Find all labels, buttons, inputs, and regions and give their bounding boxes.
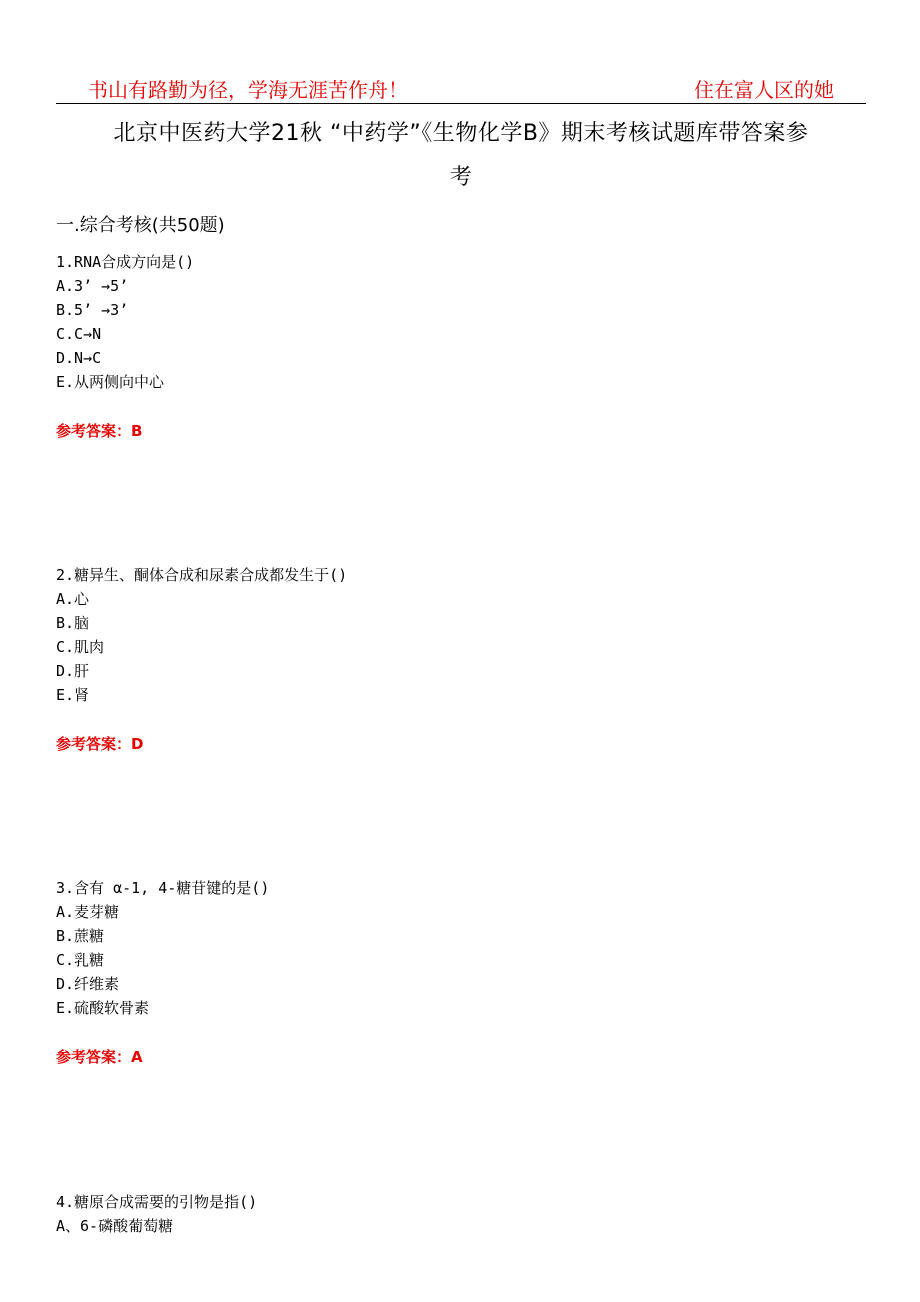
document-title: [56, 112, 866, 200]
option-d: D.肝: [56, 662, 90, 680]
question-stem: 1.RNA合成方向是(): [56, 253, 195, 271]
question-stem: 2.糖异生、酮体合成和尿素合成都发生于(): [56, 566, 348, 584]
title-line-2: 考: [449, 165, 473, 190]
option-c: C.肌肉: [56, 638, 105, 656]
option-a: A、6-磷酸葡萄糖: [56, 1217, 174, 1235]
option-c: C.C→N: [56, 325, 102, 343]
question-stem: 4.糖原合成需要的引物是指(): [56, 1193, 258, 1211]
option-e: E.硫酸软骨素: [56, 999, 150, 1017]
question-4: [56, 1190, 856, 1238]
title-line-1: 北京中医药大学21秋 “中药学”《生物化学B》期末考核试题库带答案参: [113, 121, 809, 146]
option-a: A.3’ →5’: [56, 277, 129, 295]
option-b: B.脑: [56, 614, 90, 632]
header-divider: [56, 103, 866, 104]
option-d: D.N→C: [56, 349, 102, 367]
option-b: B.5’ →3’: [56, 301, 129, 319]
section-heading: 一.综合考核(共50题): [56, 215, 225, 236]
option-a: A.心: [56, 590, 90, 608]
question-1: [56, 250, 856, 394]
question-3: [56, 876, 856, 1020]
question-stem: 3.含有 α-1, 4-糖苷键的是(): [56, 879, 270, 897]
option-d: D.纤维素: [56, 975, 120, 993]
option-c: C.乳糖: [56, 951, 105, 969]
option-a: A.麦芽糖: [56, 903, 120, 921]
page-header: [56, 70, 866, 104]
option-e: E.肾: [56, 686, 90, 704]
answer-3: 参考答案：A: [56, 1048, 143, 1066]
option-e: E.从两侧向中心: [56, 373, 165, 391]
answer-1: 参考答案：B: [56, 422, 143, 440]
header-slogan-left: 书山有路勤为径，学海无涯苦作舟！: [88, 78, 408, 102]
question-2: [56, 563, 856, 707]
header-slogan-right: 住在富人区的她: [694, 78, 834, 102]
answer-2: 参考答案：D: [56, 735, 144, 753]
option-b: B.蔗糖: [56, 927, 105, 945]
